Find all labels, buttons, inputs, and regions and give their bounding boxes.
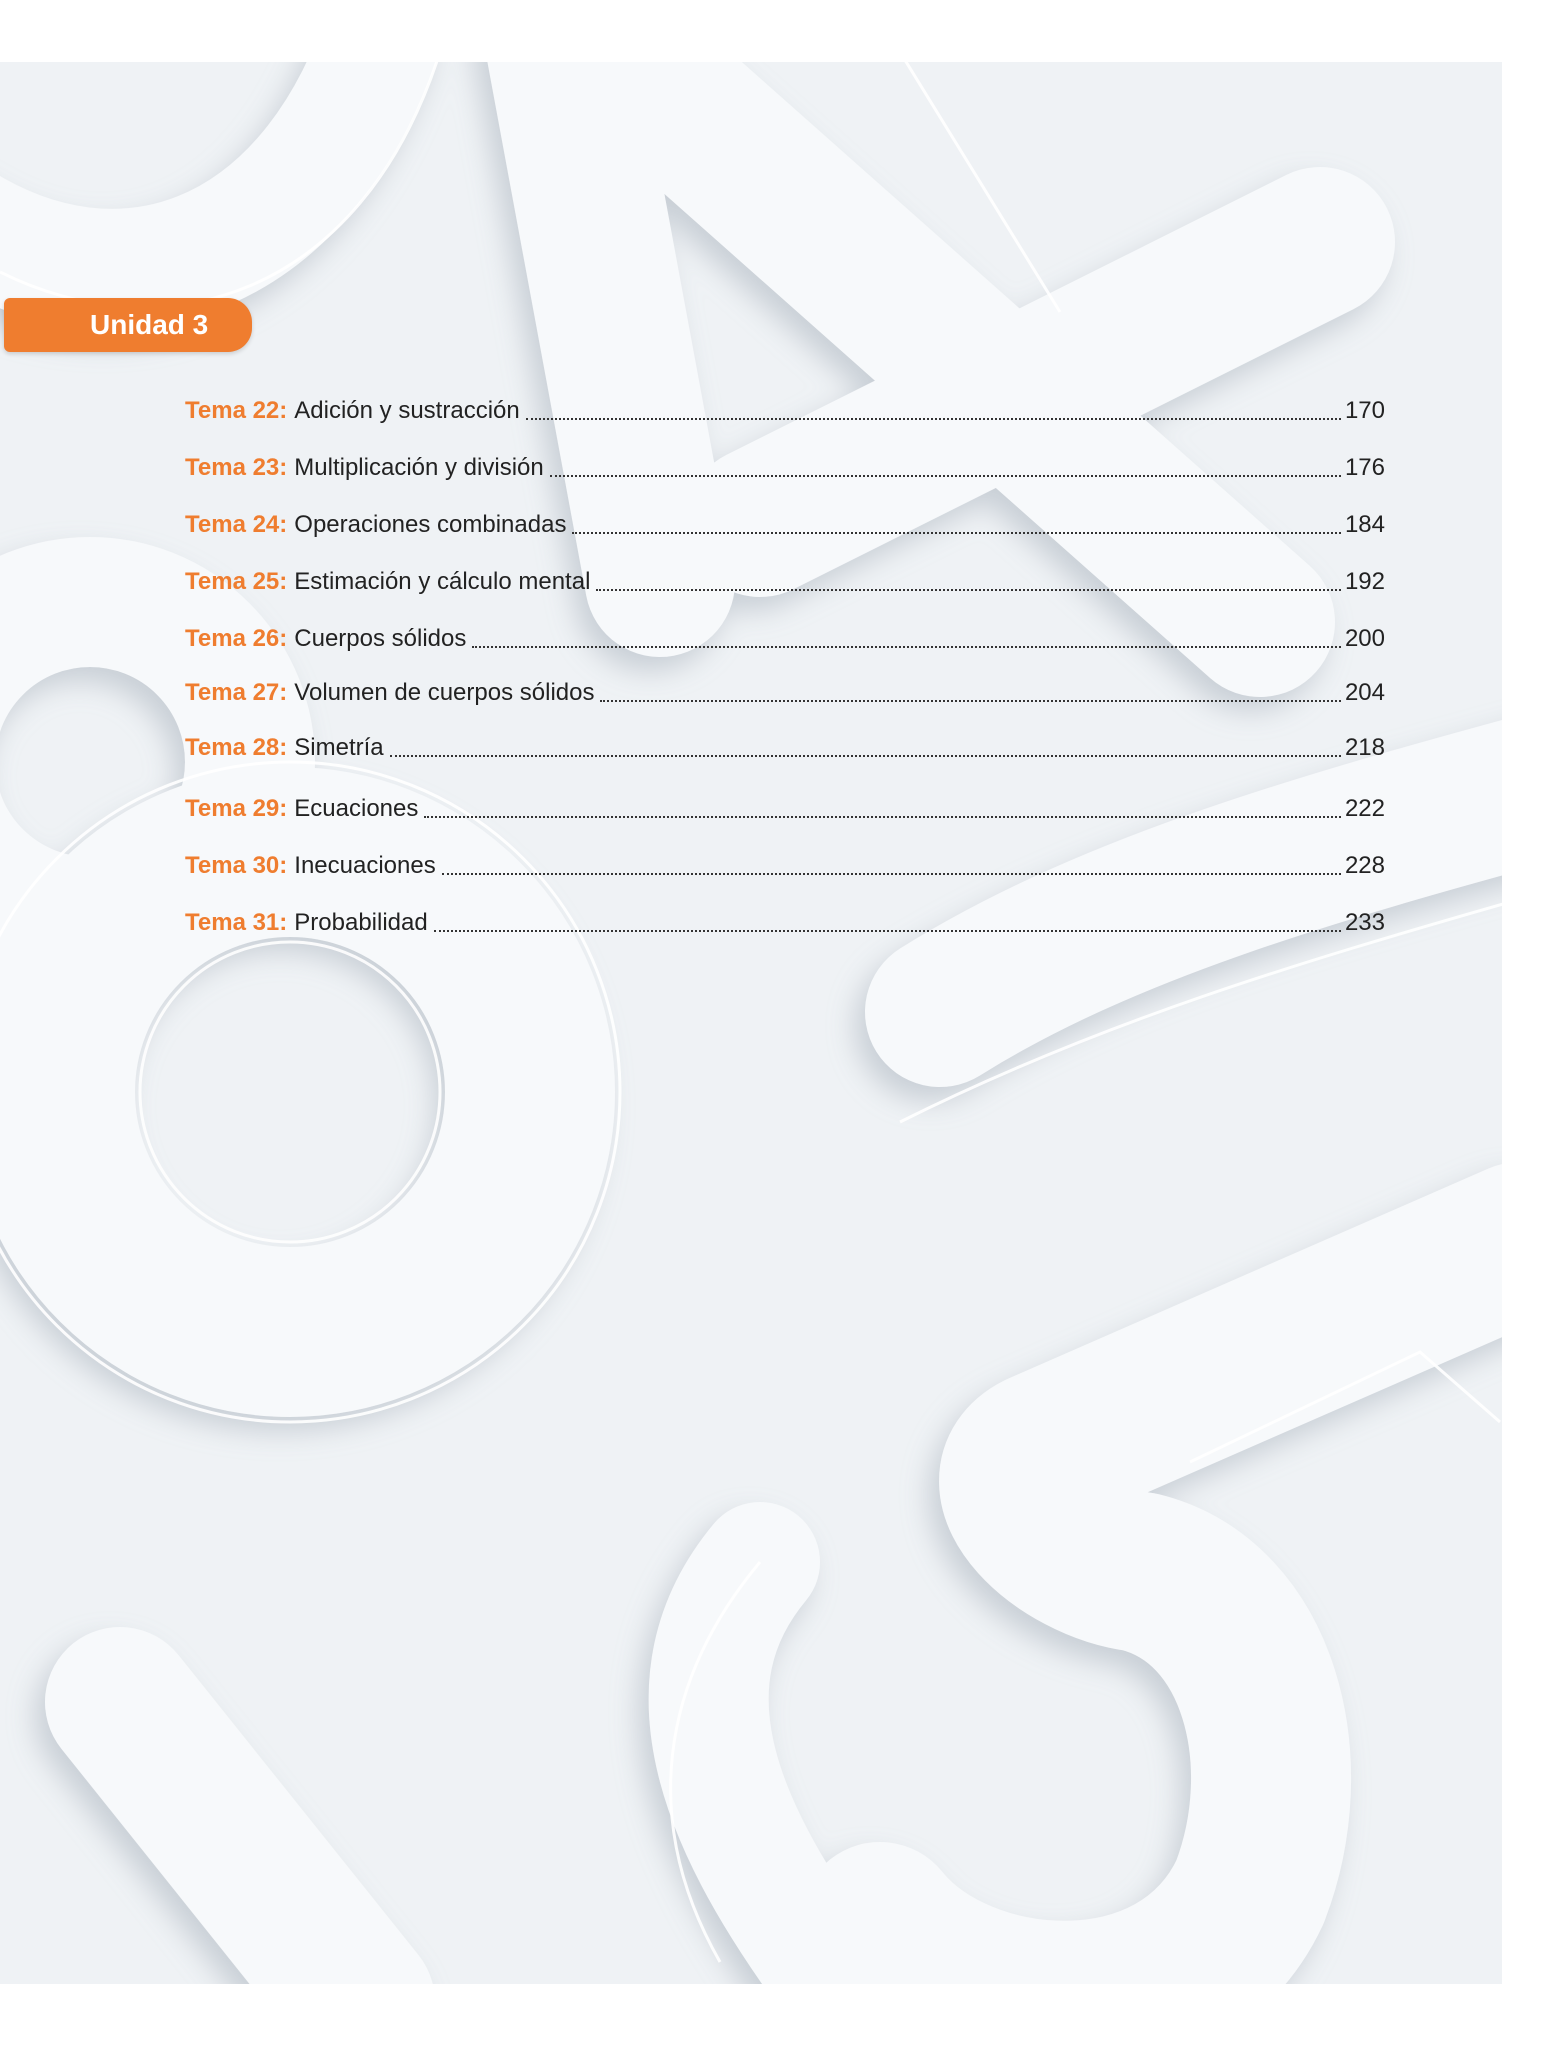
- toc-row[interactable]: [185, 506, 1385, 540]
- dot-leader: [572, 531, 1341, 534]
- dot-leader: [390, 754, 1341, 757]
- toc-page-number: 184: [1344, 511, 1385, 538]
- toc-topic-title: Cuerpos sólidos: [294, 625, 467, 652]
- toc-topic-number: Tema 23:: [185, 454, 288, 481]
- toc-topic-number: Tema 31:: [185, 909, 288, 936]
- toc-topic-title: Adición y sustracción: [294, 397, 520, 424]
- toc-page-number: 200: [1344, 625, 1385, 652]
- toc-row[interactable]: [185, 904, 1385, 938]
- toc-topic-title: Multiplicación y división: [294, 454, 544, 481]
- dot-leader: [442, 872, 1341, 875]
- toc-topic-number: Tema 29:: [185, 795, 288, 822]
- dot-leader: [550, 474, 1341, 477]
- toc-topic-title: Estimación y cálculo mental: [294, 568, 591, 595]
- toc-page-number: 170: [1344, 397, 1385, 424]
- toc-topic-title: Inecuaciones: [294, 852, 436, 879]
- toc-topic-number: Tema 27:: [185, 679, 288, 706]
- dot-leader: [600, 699, 1340, 702]
- toc-page-number: 192: [1344, 568, 1385, 595]
- toc-page-number: 204: [1344, 679, 1385, 706]
- toc-topic-number: Tema 22:: [185, 397, 288, 424]
- toc-topic-number: Tema 26:: [185, 625, 288, 652]
- page-background: [0, 62, 1502, 1984]
- toc-topic-number: Tema 30:: [185, 852, 288, 879]
- dot-leader: [424, 815, 1341, 818]
- toc-row[interactable]: [185, 847, 1385, 881]
- toc-row[interactable]: [185, 449, 1385, 483]
- toc-page-number: 176: [1344, 454, 1385, 481]
- dot-leader: [526, 417, 1341, 420]
- toc-topic-title: Simetría: [294, 734, 384, 761]
- toc-topic-title: Probabilidad: [294, 909, 428, 936]
- toc-page-number: 228: [1344, 852, 1385, 879]
- toc-topic-number: Tema 24:: [185, 511, 288, 538]
- toc-page-number: 222: [1344, 795, 1385, 822]
- toc-row[interactable]: [185, 674, 1385, 708]
- dot-leader: [434, 929, 1341, 932]
- toc-topic-number: Tema 25:: [185, 568, 288, 595]
- toc-row[interactable]: [185, 790, 1385, 824]
- toc-row[interactable]: [185, 563, 1385, 597]
- toc-topic-title: Volumen de cuerpos sólidos: [294, 679, 595, 706]
- toc-row[interactable]: [185, 729, 1385, 763]
- toc-topic-title: Operaciones combinadas: [294, 511, 567, 538]
- unit-badge: Unidad 3: [4, 298, 252, 352]
- toc-page-number: 233: [1344, 909, 1385, 936]
- dot-leader: [472, 645, 1341, 648]
- toc-topic-title: Ecuaciones: [294, 795, 419, 822]
- dot-leader: [596, 588, 1341, 591]
- toc-row[interactable]: [185, 392, 1385, 426]
- toc-topic-number: Tema 28:: [185, 734, 288, 761]
- toc-row[interactable]: [185, 620, 1385, 654]
- toc-page-number: 218: [1344, 734, 1385, 761]
